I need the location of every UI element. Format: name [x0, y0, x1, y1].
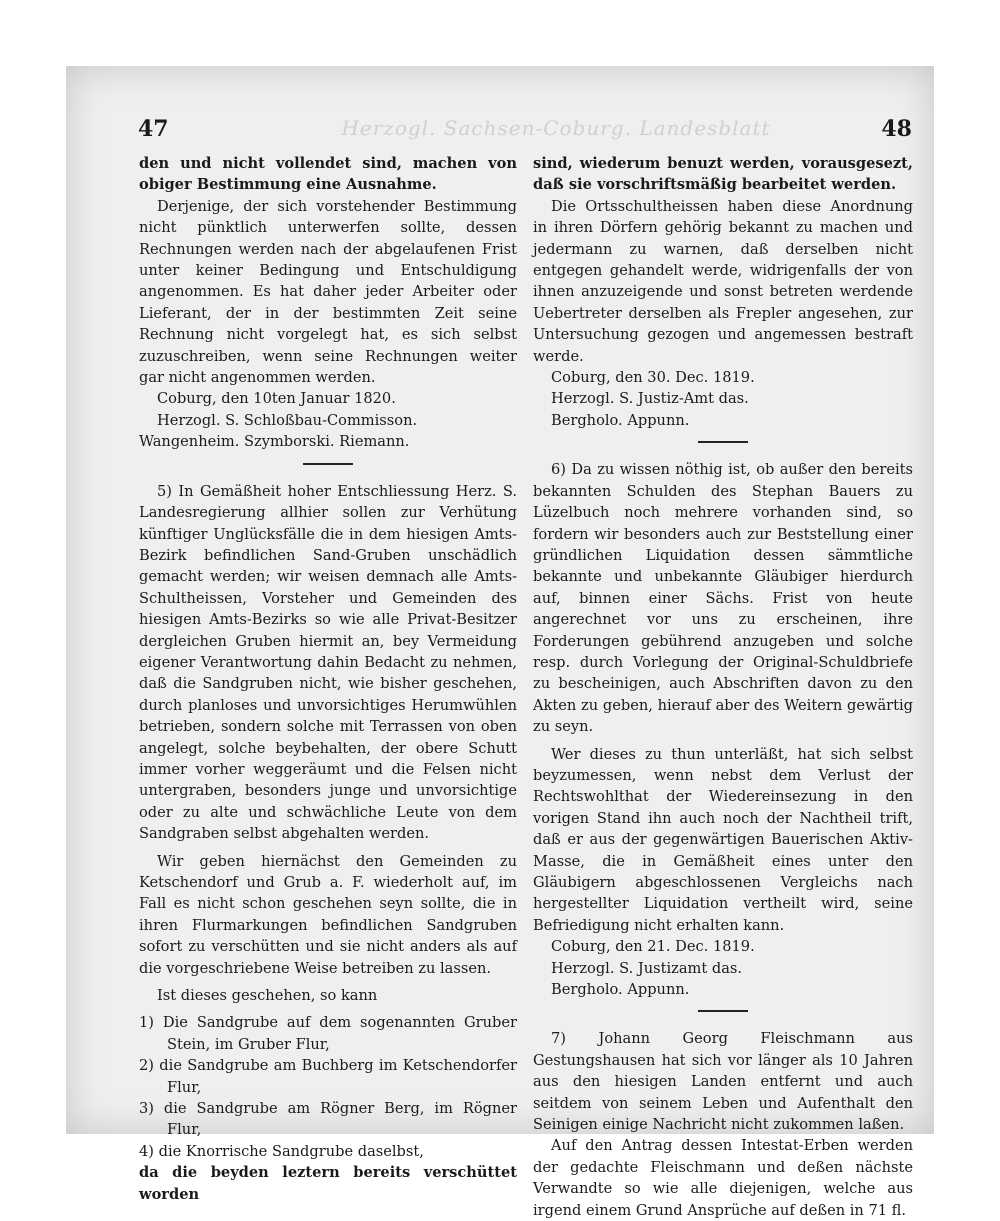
list-item: 4) die Knorrische Sandgrube daselbst, [139, 1142, 424, 1160]
closing-line: da die beyden leztern bereits verschüttet worden [139, 1164, 517, 1203]
signatories: Wangenheim. Szymborski. Riemann. [139, 433, 410, 451]
paragraph-auf: Auf den Antrag dessen Intestat-Erben werden der gedachte Fleischmann und deßen nächste Verwandte so wie alle diejenigen, welche aus irgend einem Grund Ansprüche auf deßen in 71 fl. [533, 1137, 913, 1219]
paragraph-wer: Wer dieses zu thun unterläßt, hat sich selbst beyzumessen, wenn nebst dem Verlust der Rechtswohlthat der Wiedereinsezung in den vorigen Stand ihn auch noch der Nachtheil trift, daß er aus der gegenwärtigen Bauerischen Aktiv-Masse, die in Gemäßheit eines unter den Gläubigern abgeschlossenen Vergleichs nach hergestellter Liquidation vertheilt wird, seine Befriedigung nicht erhalten kann. [533, 745, 913, 934]
continuation-paragraph: den und nicht vollendet sind, machen von obiger Bestimmung eine Ausnahme. [139, 155, 517, 194]
date-line: Coburg, den 10ten Januar 1820. [157, 390, 396, 408]
notice-5: 5) In Gemäßheit hoher Entschliessung Herz. S. Landesregierung allhier sollen zur Verhütung künftiger Unglücksfälle die in dem hiesigen Amts-Bezirk befindlichen Sand-Gruben unschädlich gemacht werden; wir weisen demnach alle Amts-Schultheissen, Vorsteher und Gemeinden des hiesigen Amts-Bezirks so wie alle Privat-Besitzer dergleichen Gruben hiermit an, bey Vermeidung eigener Verantwortung dahin Bedacht zu nehmen, daß die Sandgruben nicht, wie bisher geschehen, durch planloses und unvorsichtiges Herumwühlen betrieben, sondern solche mit Terrassen von oben angelegt, solche beybehalten, der obere Schutt immer vorher weggeräumt und die Felsen nicht untergraben, besonders junge und unvorsichtige oder zu alte und schwächliche Leute von dem Sandgraben selbst abgehalten werden. [139, 482, 517, 843]
right-column [533, 153, 913, 1221]
date-line: Coburg, den 30. Dec. 1819. [551, 369, 755, 387]
office-line: Herzogl. S. Schloßbau-Commisson. [157, 411, 418, 429]
section-divider [303, 463, 353, 465]
signatories: Bergholo. Appunn. [551, 981, 690, 999]
notice-7: 7) Johann Georg Fleischmann aus Gestungshausen hat sich vor länger als 10 Jahren aus den hiesigen Landen entfernt und auch seitdem von seinem Leben und Aufenthalt den Seinigen einige Nachricht nicht zukommen laßen. [533, 1030, 913, 1134]
section-divider [698, 441, 748, 443]
continuation-paragraph: sind, wiederum benuzt werden, vorausgesezt, daß sie vorschriftsmäßig bearbeitet werden. [533, 155, 913, 194]
list-item: 1) Die Sandgrube auf dem sogenannten Gruber Stein, im Gruber Flur, [139, 1014, 517, 1053]
scanned-page [66, 66, 934, 1219]
running-head: Herzogl. Sachsen-Coburg. Landesblatt [341, 116, 771, 140]
paragraph-derjenige: Derjenige, der sich vorstehender Bestimmung nicht pünktlich unterwerfen sollte, dessen Rechnungen werden nach der abgelaufenen Frist unter keiner Bedingung und Entschuldigung angenommen. Es hat daher jeder Arbeiter oder Lieferant, der in der bestimmten Zeit seine Rechnung nicht vorgelegt hat, es sich selbst zuzuschreiben, wenn seine Rechnungen weiter gar nicht angenommen werden. [139, 197, 517, 387]
date-line: Coburg, den 21. Dec. 1819. [551, 938, 755, 956]
office-line: Herzogl. S. Justiz-Amt das. [551, 390, 749, 408]
left-column [139, 153, 517, 1205]
signatories: Bergholo. Appunn. [551, 411, 690, 429]
left-page-number: 47 [138, 116, 169, 142]
notice-6: 6) Da zu wissen nöthig ist, ob außer den bereits bekannten Schulden des Stephan Bauers zu Lüzelbuch noch mehrere vorhanden sind, so fordern wir besonders auch zur Beststellung einer gründlichen Liquidation dessen sämmtliche bekannte und unbekannte Gläubiger hierdurch auf, binnen einer Sächs. Frist von heute angerechnet vor uns zu erscheinen, ihre Forderungen gebührend anzugeben und solche resp. durch Vorlegung der Original-Schuldbriefe zu bescheinigen, auch Abschriften davon zu den Akten zu geben, hierauf aber des Weitern gewärtig zu seyn. [533, 461, 913, 736]
paragraph-wir: Wir geben hiernächst den Gemeinden zu Ketschendorf und Grub a. F. wiederholt auf, im Fall es nicht schon geschehen seyn sollte, die in ihren Flurmarkungen befindlichen Sandgruben sofort zu verschütten und sie nicht anders als auf die vorgeschriebene Weise betreiben zu lassen. [139, 852, 517, 977]
right-page-number: 48 [881, 116, 912, 142]
office-line: Herzogl. S. Justizamt das. [551, 959, 743, 977]
section-divider [698, 1010, 748, 1012]
list-item: 3) die Sandgrube am Rögner Berg, im Rögner Flur, [139, 1100, 517, 1139]
paragraph-ist: Ist dieses geschehen, so kann [157, 987, 378, 1005]
list-item: 2) die Sandgrube am Buchberg im Ketschendorfer Flur, [139, 1057, 517, 1096]
paragraph-ortsschultheissen: Die Ortsschultheissen haben diese Anordnung in ihren Dörfern gehörig bekannt zu machen und jedermann zu warnen, daß derselben nicht entgegen gehandelt werde, widrigenfalls der von ihnen anzuzeigende und sonst betreten werdende Uebertreter derselben als Frepler angesehen, zur Untersuchung gezogen und angemessen bestraft werde. [533, 197, 913, 365]
